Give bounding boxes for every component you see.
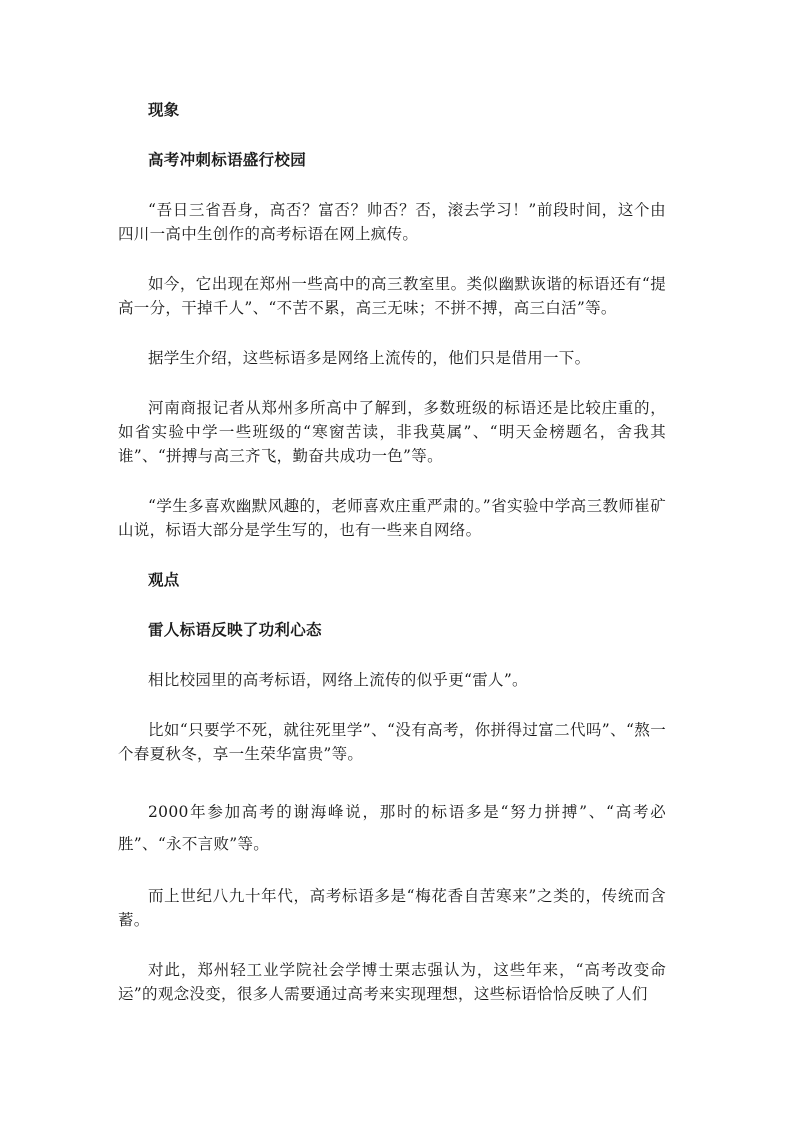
section-heading-phenomenon: 现象 [148, 100, 180, 119]
paragraph-8: 2000年参加高考的谢海峰说，那时的标语多是“努力拼搏”、“高考必胜”、“永不言败”等。 [118, 803, 666, 853]
section-heading-viewpoint: 观点 [148, 570, 180, 589]
paragraph-5: “学生多喜欢幽默风趣的，老师喜欢庄重严肃的。”省实验中学高三教师崔矿山说，标语大部分是学生写的，也有一些来自网络。 [118, 497, 666, 539]
paragraph-3: 据学生介绍，这些标语多是网络上流传的，他们只是借用一下。 [148, 349, 591, 367]
paragraph-2: 如今，它出现在郑州一些高中的高三教室里。类似幽默诙谐的标语还有“提高一分，干掉千人”、“不苦不累，高三无味；不拼不搏，高三白活”等。 [118, 275, 666, 317]
paragraph-4: 河南商报记者从郑州多所高中了解到，多数班级的标语还是比较庄重的，如省实验中学一些班级的“寒窗苦读，非我莫属”、“明天金榜题名，舍我其谁”、“拼搏与高三齐飞，勤奋共成功一色”等。 [118, 399, 666, 465]
paragraph-7: 比如“只要学不死，就往死里学”、“没有高考，你拼得过富二代吗”、“熬一个春夏秋冬，享一生荣华富贵”等。 [118, 721, 666, 763]
paragraph-1: “吾日三省吾身，高否？富否？帅否？否，滚去学习！”前段时间，这个由四川一高中生创作的高考标语在网上疯传。 [118, 201, 666, 243]
paragraph-9: 而上世纪八九十年代，高考标语多是“梅花香自苦寒来”之类的，传统而含蓄。 [118, 887, 666, 929]
paragraph-6: 相比校园里的高考标语，网络上流传的似乎更“雷人”。 [148, 671, 528, 689]
section-title-viewpoint: 雷人标语反映了功利心态 [148, 620, 322, 639]
paragraph-10: 对此，郑州轻工业学院社会学博士栗志强认为，这些年来，“高考改变命运”的观念没变，很多人需要通过高考来实现理想，这些标语恰恰反映了人们 [118, 961, 666, 1003]
section-title-phenomenon: 高考冲刺标语盛行校园 [148, 150, 307, 169]
